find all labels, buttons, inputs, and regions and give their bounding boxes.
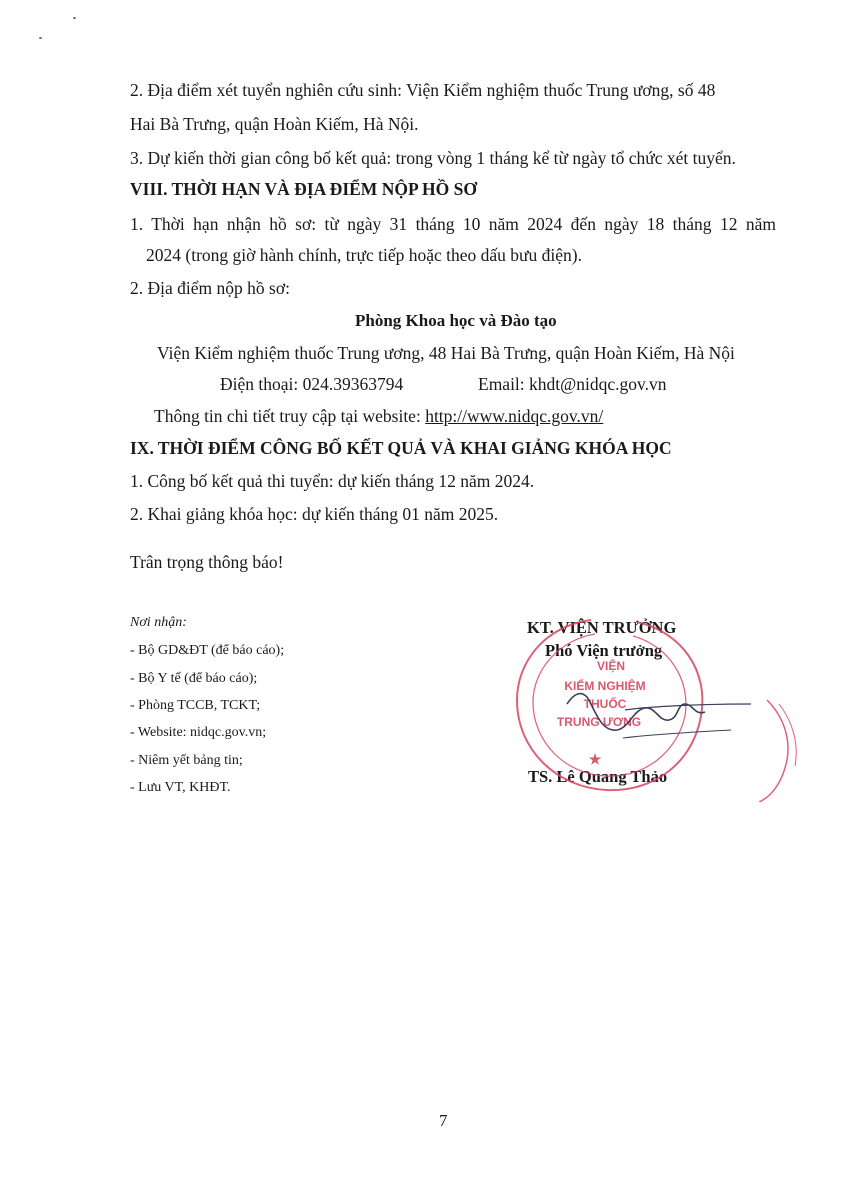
office-phone: Điện thoại: 024.39363794 — [220, 374, 404, 394]
recipient-item: - Lưu VT, KHĐT. — [130, 780, 231, 795]
office-name: Phòng Khoa học và Đào tạo — [355, 311, 557, 330]
section-viii-item-2: 2. Địa điểm nộp hồ sơ: — [130, 278, 290, 298]
office-address: Viện Kiểm nghiệm thuốc Trung ương, 48 Hai Bà Trưng, quận Hoàn Kiếm, Hà Nội — [157, 343, 735, 363]
office-email: Email: khdt@nidqc.gov.vn — [478, 374, 667, 394]
stamp-text: THUỐC — [583, 697, 627, 711]
page-number: 7 — [439, 1111, 448, 1130]
recipient-item: - Bộ GD&ĐT (để báo cáo); — [130, 643, 285, 658]
website-line — [154, 405, 603, 427]
signer-name: TS. Lê Quang Thảo — [528, 767, 668, 786]
recipients-title: Nơi nhận: — [130, 615, 187, 630]
signature-subtitle: Phó Viện trưởng — [545, 641, 663, 660]
official-stamp — [505, 612, 815, 802]
section-viii-heading: VIII. THỜI HẠN VÀ ĐỊA ĐIỂM NỘP HỒ SƠ — [130, 179, 477, 199]
stamp-text: TRUNG ƯƠNG — [556, 715, 642, 729]
section-vii-item-2-continued: Hai Bà Trưng, quận Hoàn Kiếm, Hà Nội. — [130, 114, 419, 134]
section-viii-item-1: 1. Thời hạn nhận hồ sơ: từ ngày 31 tháng 10 năm 2024 đến ngày 18 tháng 12 năm — [130, 214, 776, 234]
signature-title: KT. VIỆN TRƯỞNG — [527, 618, 677, 637]
website-link[interactable]: http://www.nidqc.gov.vn/ — [425, 406, 604, 426]
website-prefix: Thông tin chi tiết truy cập tại website: — [154, 406, 426, 426]
section-ix-item-2: 2. Khai giảng khóa học: dự kiến tháng 01 năm 2025. — [130, 504, 499, 524]
recipient-item: - Niêm yết bảng tin; — [130, 753, 243, 768]
scan-speck — [39, 37, 42, 39]
stamp-star-icon: ★ — [588, 751, 602, 767]
scan-speck — [73, 17, 76, 19]
section-ix-heading: IX. THỜI ĐIỂM CÔNG BỐ KẾT QUẢ VÀ KHAI GIẢNG KHÓA HỌC — [130, 438, 672, 458]
stamp-text: VIỆN — [596, 659, 626, 673]
section-viii-item-1-continued: 2024 (trong giờ hành chính, trực tiếp hoặc theo dấu bưu điện). — [146, 245, 582, 265]
recipient-item: - Bộ Y tế (để báo cáo); — [130, 671, 258, 686]
section-vii-item-2: 2. Địa điểm xét tuyển nghiên cứu sinh: Viện Kiểm nghiệm thuốc Trung ương, số 48 — [130, 80, 716, 100]
recipient-item: - Phòng TCCB, TCKT; — [130, 698, 261, 713]
closing-line: Trân trọng thông báo! — [130, 552, 284, 572]
section-vii-item-3: 3. Dự kiến thời gian công bố kết quả: trong vòng 1 tháng kể từ ngày tổ chức xét tuyển. — [130, 148, 736, 168]
recipient-item: - Website: nidqc.gov.vn; — [130, 725, 267, 740]
section-ix-item-1: 1. Công bố kết quả thi tuyển: dự kiến tháng 12 năm 2024. — [130, 471, 535, 491]
stamp-text: KIỂM NGHIỆM — [564, 679, 646, 693]
